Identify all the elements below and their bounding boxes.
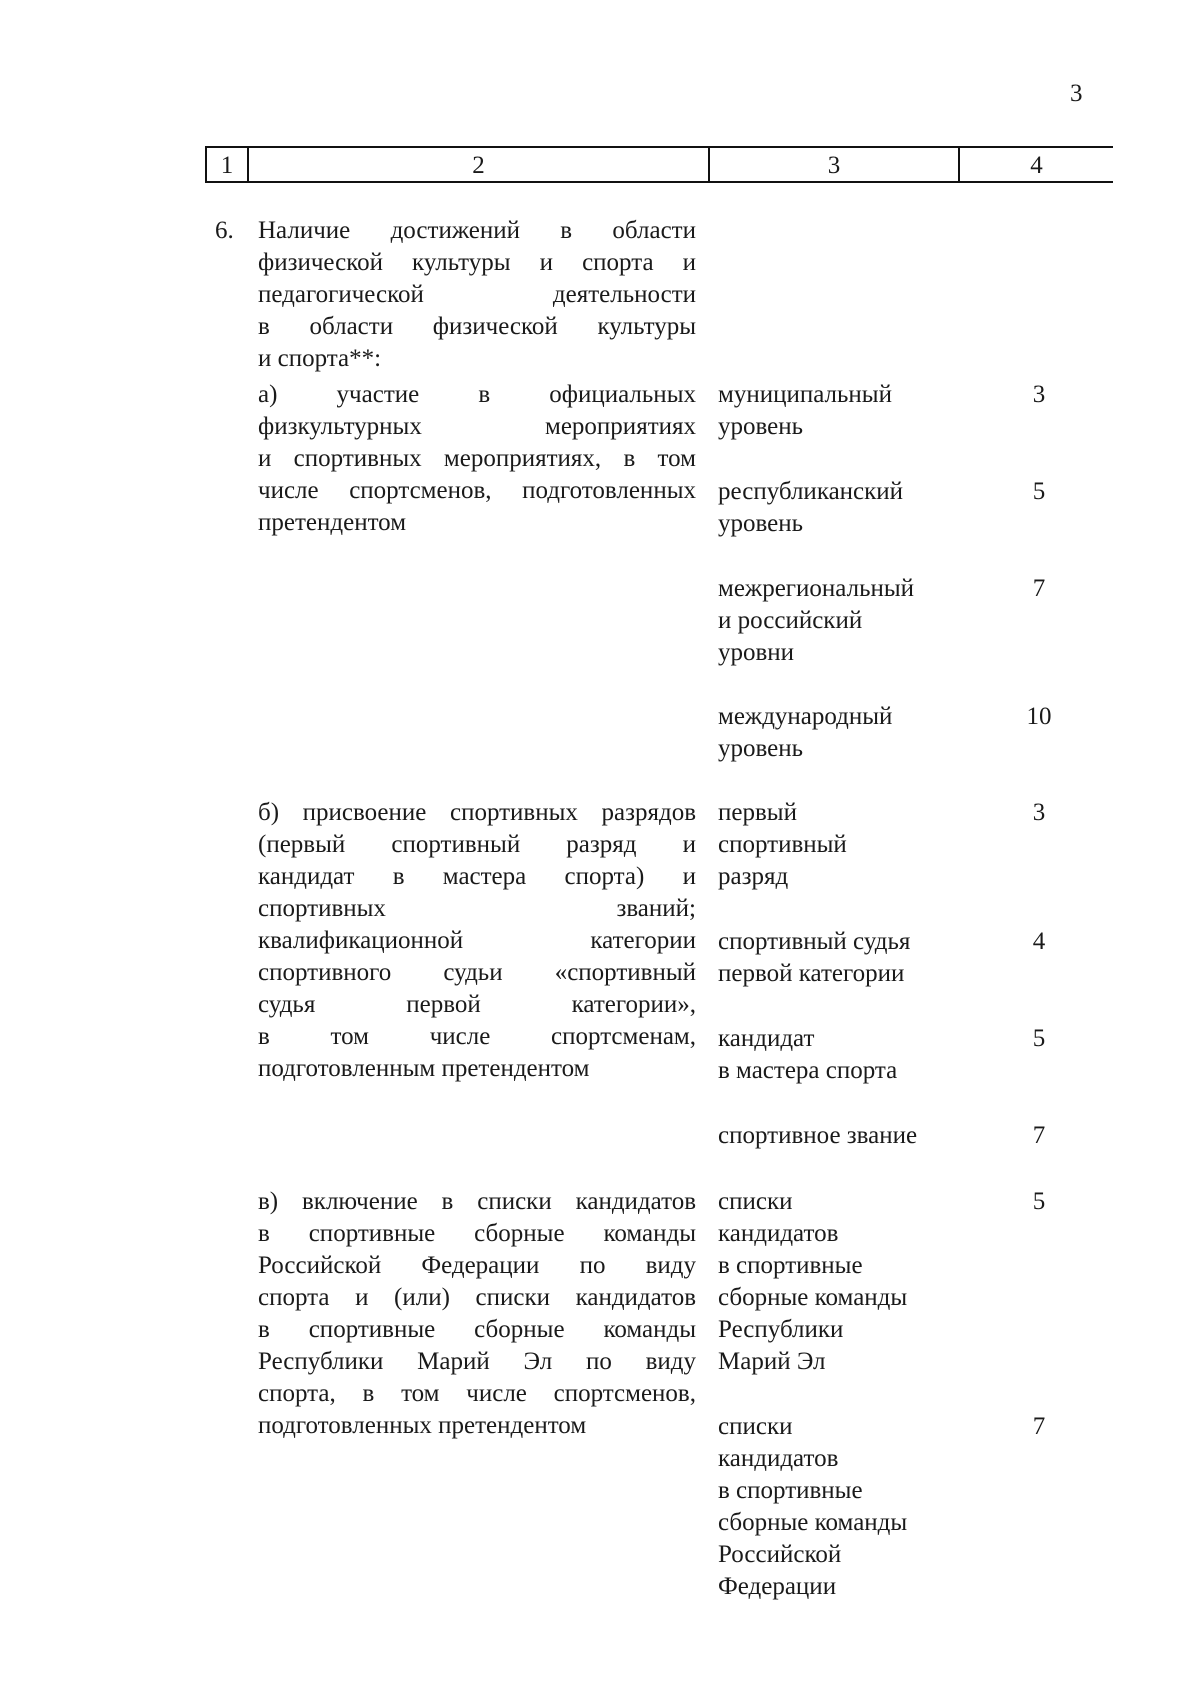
- header-col-3: 3: [827, 152, 841, 179]
- level-a-3: [718, 573, 948, 669]
- points-b-3: 5: [1032, 1025, 1046, 1052]
- text-line: кандидат в мастера спорта) и: [258, 863, 696, 890]
- text-line: (первый спортивный разряд и: [258, 831, 696, 858]
- text-line: сборные команды: [718, 1509, 908, 1536]
- text-line: спорта, в том числе спортсменов,: [258, 1380, 696, 1407]
- text-line: кандидатов: [718, 1220, 839, 1247]
- text-line: кандидат: [718, 1025, 815, 1052]
- text-line: в спортивные: [718, 1477, 863, 1504]
- text-line: Марий Эл: [718, 1348, 826, 1375]
- text-line: спортивного судьи «спортивный: [258, 959, 696, 986]
- text-line: уровни: [718, 639, 795, 666]
- text-line: спортивных званий;: [258, 895, 696, 922]
- points-b-1: 3: [1032, 799, 1046, 826]
- header-top-rule: [205, 146, 1113, 148]
- text-line: подготовленных претендентом: [258, 1412, 587, 1439]
- level-a-2: [718, 476, 948, 540]
- criterion-c: [258, 1186, 696, 1442]
- level-b-2: [718, 926, 948, 990]
- text-line: международный: [718, 703, 893, 730]
- text-line: спорта и (или) списки кандидатов: [258, 1284, 696, 1311]
- text-line: в спортивные сборные команды: [258, 1220, 696, 1247]
- text-line: Наличие достижений в области: [258, 217, 696, 244]
- text-line: Республики: [718, 1316, 844, 1343]
- text-line: первый: [718, 799, 797, 826]
- level-b-4: [718, 1120, 948, 1152]
- text-line: в том числе спортсменам,: [258, 1023, 696, 1050]
- text-line: б) присвоение спортивных разрядов: [258, 799, 696, 826]
- text-line: разряд: [718, 863, 789, 890]
- points-b-2: 4: [1032, 928, 1046, 955]
- points-a-2: 5: [1032, 478, 1046, 505]
- text-line: и спортивных мероприятиях, в том: [258, 445, 696, 472]
- text-line: подготовленным претендентом: [258, 1055, 590, 1082]
- text-line: числе спортсменов, подготовленных: [258, 477, 696, 504]
- level-b-3: [718, 1023, 948, 1087]
- text-line: списки: [718, 1188, 793, 1215]
- level-c-1: [718, 1186, 948, 1378]
- text-line: педагогической деятельности: [258, 281, 696, 308]
- text-line: спортивное звание: [718, 1122, 918, 1149]
- text-line: Федерации: [718, 1573, 837, 1600]
- text-line: межрегиональный: [718, 575, 915, 602]
- text-line: физкультурных мероприятиях: [258, 413, 696, 440]
- text-line: в) включение в списки кандидатов: [258, 1188, 696, 1215]
- header-col-4: 4: [1030, 152, 1043, 179]
- text-line: кандидатов: [718, 1445, 839, 1472]
- text-line: в области физической культуры: [258, 313, 696, 340]
- text-line: сборные команды: [718, 1284, 908, 1311]
- text-line: физической культуры и спорта и: [258, 249, 696, 276]
- text-line: судья первой категории»,: [258, 991, 696, 1018]
- text-line: уровень: [718, 735, 804, 762]
- text-line: первой категории: [718, 960, 905, 987]
- level-a-1: [718, 379, 948, 443]
- text-line: списки: [718, 1413, 793, 1440]
- text-line: уровень: [718, 413, 804, 440]
- text-line: спортивный: [718, 831, 847, 858]
- text-line: уровень: [718, 510, 804, 537]
- text-line: муниципальный: [718, 381, 892, 408]
- criterion-b: [258, 797, 696, 1085]
- text-line: претендентом: [258, 509, 407, 536]
- points-c-1: 5: [1032, 1188, 1046, 1215]
- points-c-2: 7: [1032, 1413, 1046, 1440]
- points-b-4: 7: [1032, 1122, 1046, 1149]
- item-title: [258, 215, 696, 375]
- text-line: в спортивные сборные команды: [258, 1316, 696, 1343]
- header-col-2: 2: [472, 152, 485, 179]
- points-a-3: 7: [1032, 575, 1046, 602]
- points-a-1: 3: [1032, 381, 1046, 408]
- text-line: в мастера спорта: [718, 1057, 898, 1084]
- criterion-a: [258, 379, 696, 539]
- text-line: республиканский: [718, 478, 904, 505]
- level-a-4: [718, 701, 948, 765]
- page-number: 3: [1070, 80, 1083, 107]
- text-line: и российский: [718, 607, 863, 634]
- text-line: и спорта**:: [258, 345, 382, 372]
- text-line: Российской: [718, 1541, 842, 1568]
- header-col-1: 1: [220, 152, 234, 179]
- text-line: спортивный судья: [718, 928, 911, 955]
- level-c-2: [718, 1411, 948, 1603]
- text-line: Российской Федерации по виду: [258, 1252, 696, 1279]
- item-number: 6.: [215, 217, 234, 244]
- text-line: а) участие в официальных: [258, 381, 696, 408]
- text-line: квалификационной категории: [258, 927, 696, 954]
- text-line: в спортивные: [718, 1252, 863, 1279]
- points-a-4: 10: [1026, 703, 1052, 730]
- text-line: Республики Марий Эл по виду: [258, 1348, 696, 1375]
- level-b-1: [718, 797, 948, 893]
